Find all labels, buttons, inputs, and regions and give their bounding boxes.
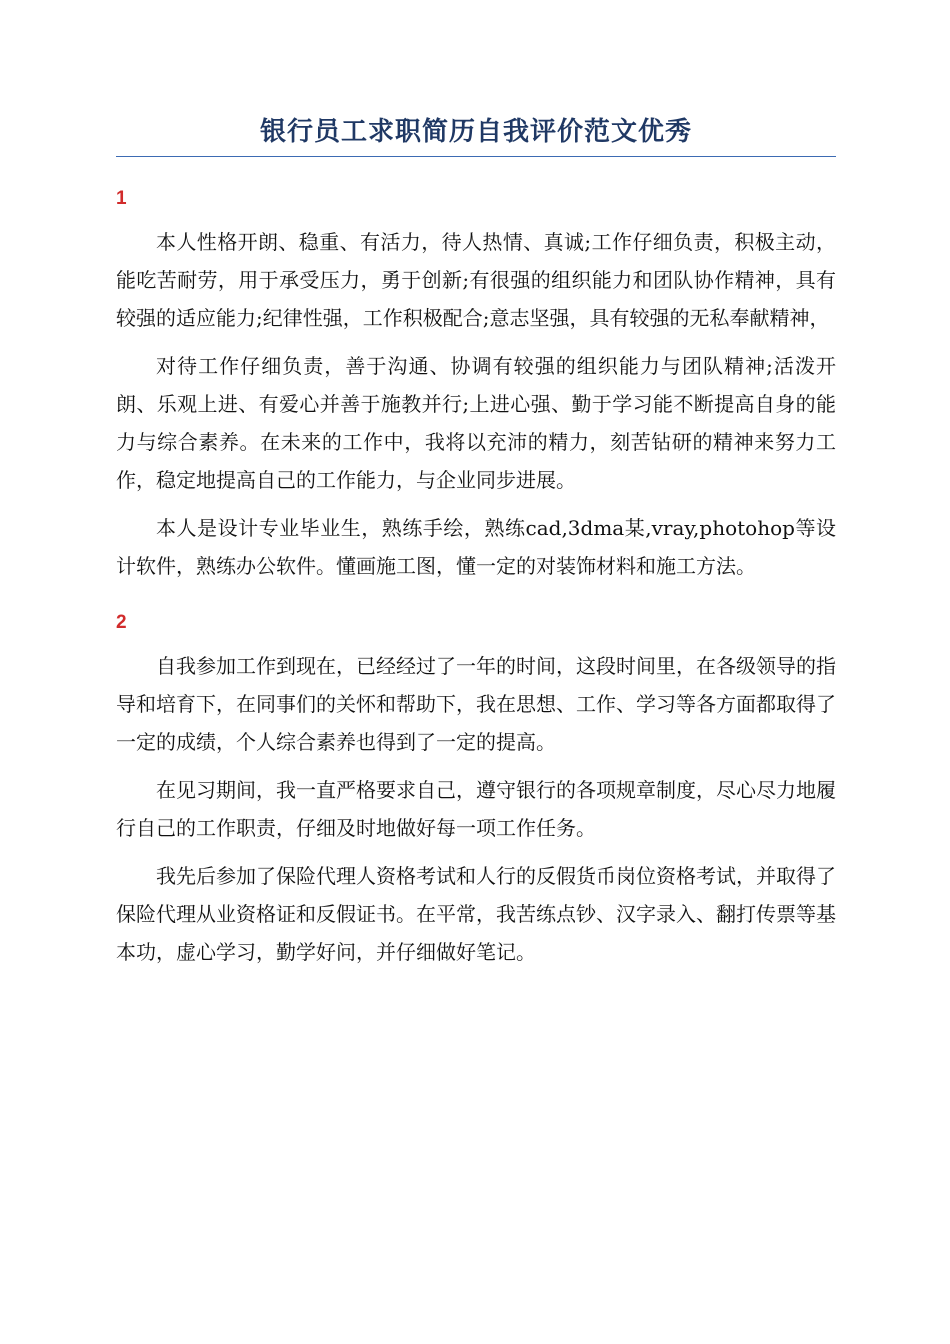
section-body	[116, 223, 836, 585]
document-page	[116, 112, 836, 971]
document-title: 银行员工求职简历自我评价范文优秀	[259, 117, 692, 147]
paragraph: 我先后参加了保险代理人资格考试和人行的反假货币岗位资格考试，并取得了保险代理从业资格证和反假证书。在平常，我苦练点钞、汉字录入、翻打传票等基本功，虚心学习，勤学好问，并仔细做好笔记。	[116, 864, 836, 964]
paragraph: 对待工作仔细负责，善于沟通、协调有较强的组织能力与团队精神;活泼开朗、乐观上进、有爱心并善于施教并行;上进心强、勤于学习能不断提高自身的能力与综合素养。在未来的工作中，我将以充沛的精力，刻苦钻研的精神来努力工作，稳定地提高自己的工作能力，与企业同步进展。	[116, 354, 836, 492]
paragraph: 在见习期间，我一直严格要求自己，遵守银行的各项规章制度，尽心尽力地履行自己的工作职责，仔细及时地做好每一项工作任务。	[116, 778, 836, 840]
paragraph: 本人是设计专业毕业生，熟练手绘，熟练cad,3dma某,vray,photohop等设计软件，熟练办公软件。懂画施工图，懂一定的对装饰材料和施工方法。	[116, 516, 836, 578]
title-underline	[116, 156, 836, 157]
section-1	[116, 187, 836, 585]
section-number: 2	[116, 612, 127, 633]
section-2	[116, 611, 836, 971]
paragraph: 自我参加工作到现在，已经经过了一年的时间，这段时间里，在各级领导的指导和培育下，在同事们的关怀和帮助下，我在思想、工作、学习等各方面都取得了一定的成绩，个人综合素养也得到了一定的提高。	[116, 654, 836, 754]
section-number: 1	[116, 188, 127, 209]
section-body	[116, 647, 836, 971]
paragraph: 本人性格开朗、稳重、有活力，待人热情、真诚;工作仔细负责，积极主动，能吃苦耐劳，用于承受压力，勇于创新;有很强的组织能力和团队协作精神，具有较强的适应能力;纪律性强，工作积极配合;意志坚强，具有较强的无私奉献精神，	[116, 230, 836, 330]
